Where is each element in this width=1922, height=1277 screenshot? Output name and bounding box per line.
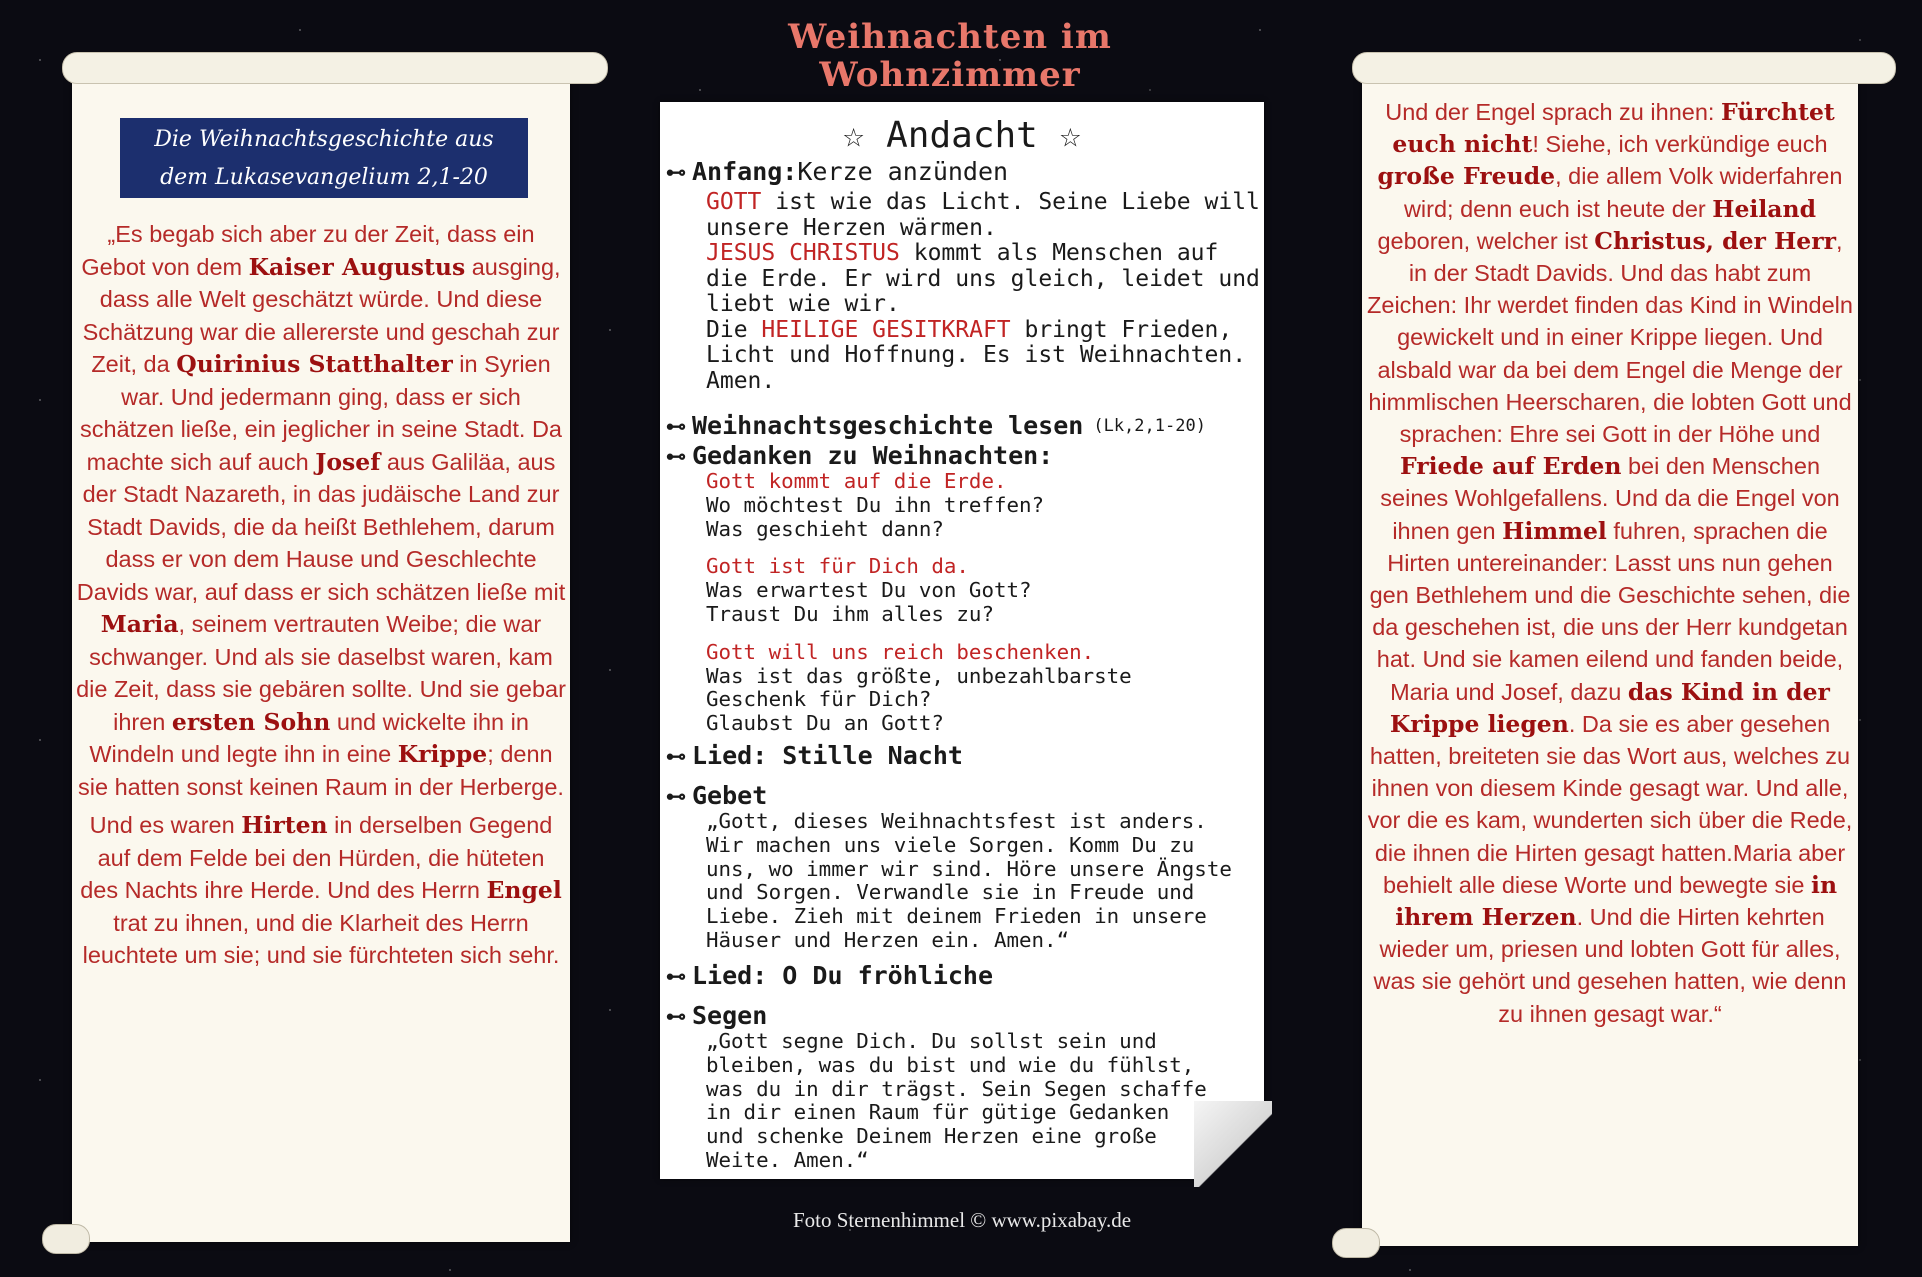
badge-line-2: dem Lukasevangelium 2,1-20 bbox=[160, 165, 488, 190]
key-bullet-icon: ⊷ bbox=[666, 414, 686, 438]
left-paragraph-1: „Es begab sich aber zu der Zeit, dass ein Gebot von dem Kaiser Augustus ausging, dass alle Welt geschätzt würde. Und diese Schätzung war die allererste und geschah zur Zeit, da Quirinius Statthalter in Syrien war. Und jedermann ging, dass er sich schätzen ließe, ein jeglicher in seine Stadt. Da machte sich auf auch Josef aus Galiläa, aus der Stadt Nazareth, in das judäische Land zur Stadt Davids, die da heißt Bethlehem, darum dass er von dem Hause und Geschlechte Davids war, auf dass er sich schätzen ließe mit Maria, seinem vertrauten Weibe; die war schwanger. Und als sie daselbst waren, kam die Zeit, dass sie gebären sollte. Und sie gebar ihren ersten Sohn und wickelte ihn in Windeln und legte ihn in eine Krippe; denn sie hatten sonst keinen Raum in der Herberge. bbox=[76, 221, 566, 800]
scroll-curl-top bbox=[62, 52, 608, 84]
section-lied-2: ⊷ Lied: O Du fröhliche bbox=[660, 962, 1264, 990]
section-lesen: ⊷ Weihnachtsgeschichte lesen (Lk,2,1-20) bbox=[660, 412, 1264, 440]
photo-credit: Foto Sternenhimmel © www.pixabay.de bbox=[792, 1208, 1132, 1232]
andacht-paper bbox=[660, 102, 1274, 1179]
page-title bbox=[700, 18, 1200, 94]
left-paragraph-2: Und es waren Hirten in derselben Gegend auf dem Felde bei den Hürden, die hüteten des Nachts ihre Herde. Und des Herrn Engel trat zu ihnen, und die Klarheit des Herrn leuchtete um sie; und sie fürchteten sich sehr. bbox=[80, 811, 562, 968]
key-bullet-icon: ⊷ bbox=[666, 1004, 686, 1028]
scroll-curl-bottom bbox=[42, 1224, 90, 1254]
section-gedanken: ⊷ Gedanken zu Weihnachten: Gott kommt auf die Erde. Wo möchtest Du ihn treffen? Was geschieht dann? Gott ist für Dich da. Was erwartest Du von Gott? Traust Du ihm alles zu? Gott will uns reich beschenken. Was ist das größte, unbezahlbarste Geschenk für Dich? Glaubst Du an Gott? bbox=[660, 442, 1264, 736]
key-bullet-icon: ⊷ bbox=[666, 964, 686, 988]
gospel-badge bbox=[120, 118, 528, 198]
section-segen: ⊷ Segen „Gott segne Dich. Du sollst sein und bleiben, was du bist und wie du fühlst, was du in dir trägst. Sein Segen schaffe in dir einen Raum für gütige Gedanken und schenke Deinem Herzen eine große Weite. Amen.“ bbox=[660, 1002, 1264, 1173]
left-scroll bbox=[72, 70, 570, 1242]
right-gospel-text bbox=[1366, 96, 1854, 1030]
title-line-1: Weihnachten im bbox=[788, 17, 1112, 57]
thought-3: Gott will uns reich beschenken. bbox=[706, 639, 1095, 664]
key-bullet-icon: ⊷ bbox=[666, 444, 686, 468]
section-lied-1: ⊷ Lied: Stille Nacht bbox=[660, 742, 1264, 770]
thought-2: Gott ist für Dich da. bbox=[706, 554, 969, 579]
badge-line-1: Die Weihnachtsgeschichte aus bbox=[154, 127, 494, 152]
gebet-text: „Gott, dieses Weihnachtsfest ist anders. Wir machen uns viele Sorgen. Komm Du zu uns, wo immer wir sind. Höre unsere Ängste und Sorgen. Verwandle sie in Freude und Liebe. Zieh mit deinem Frieden in unsere Häuser und Herzen ein. Amen.“ bbox=[706, 809, 1232, 952]
right-scroll bbox=[1362, 70, 1858, 1246]
scroll-curl-bottom bbox=[1332, 1228, 1380, 1258]
section-anfang: ⊷ Anfang: Kerze anzünden GOTT ist wie das Licht. Seine Liebe will unsere Herzen wärmen. JESUS CHRISTUS kommt als Menschen auf die Erde. Er wird uns gleich, leidet und liebt wie wir. Die HEILIGE GESITKRAFT bringt Frieden, Licht und Hoffnung. Es ist Weihnachten. Amen. bbox=[660, 158, 1264, 394]
key-bullet-icon: ⊷ bbox=[666, 744, 686, 768]
thought-1: Gott kommt auf die Erde. bbox=[706, 469, 1007, 493]
andacht-title: ☆ Andacht ☆ bbox=[842, 115, 1082, 156]
left-gospel-text bbox=[76, 218, 566, 972]
key-bullet-icon: ⊷ bbox=[666, 784, 686, 808]
thought-3-questions: Was ist das größte, unbezahlbarste Geschenk für Dich? Glaubst Du an Gott? bbox=[706, 663, 1132, 736]
title-line-2: Wohnzimmer bbox=[819, 55, 1081, 95]
thought-2-questions: Was erwartest Du von Gott? Traust Du ihm alles zu? bbox=[706, 578, 1032, 626]
thought-1-questions: Wo möchtest Du ihn treffen? Was geschieht dann? bbox=[706, 492, 1045, 541]
key-bullet-icon: ⊷ bbox=[666, 160, 686, 184]
anfang-body: GOTT ist wie das Licht. Seine Liebe will unsere Herzen wärmen. JESUS CHRISTUS kommt als Menschen auf die Erde. Er wird uns gleich, leidet und liebt wie wir. Die HEILIGE GESITKRAFT bringt Frieden, Licht und Hoffnung. Es ist Weihnachten. Amen. bbox=[706, 189, 1274, 394]
right-paragraph: Und der Engel sprach zu ihnen: Fürchtet euch nicht! Siehe, ich verkündige euch große Freude, die allem Volk widerfahren wird; denn euch ist heute der Heiland geboren, welcher ist Christus, der Herr, in der Stadt Davids. Und das habt zum Zeichen: Ihr werdet finden das Kind in Windeln gewickelt und in einer Krippe liegen. Und alsbald war da bei dem Engel die Menge der himmlischen Heerscharen, die lobten Gott und sprachen: Ehre sei Gott in der Höhe und Friede auf Erden bei den Menschen seines Wohlgefallens. Und da die Engel von ihnen gen Himmel fuhren, sprachen die Hirten untereinander: Lasst uns nun gehen gen Bethlehem und die Geschichte sehen, die da geschehen ist, die uns der Herr kundgetan hat. Und sie kamen eilend und fanden beide, Maria und Josef, dazu das Kind in der Krippe liegen. Da sie es aber gesehen hatten, breiteten sie das Wort aus, welches zu ihnen von diesem Kinde gesagt war. Und alle, vor die es kam, wunderten sich über die Rede, die ihnen die Hirten gesagt hatten.Maria aber behielt alle diese Worte und bewegte sie in ihrem Herzen. Und die Hirten kehrten wieder um, priesen und lobten Gott für alles, was sie gehört und gesehen hatten, wie denn zu ihnen gesagt war.“ bbox=[1367, 98, 1853, 1027]
segen-text: „Gott segne Dich. Du sollst sein und bleiben, was du bist und wie du fühlst, was du in dir trägst. Sein Segen schaffe in dir einen Raum für gütige Gedanken und schenke Deinem Herzen eine große Weite. Amen.“ bbox=[706, 1029, 1207, 1172]
scroll-curl-top bbox=[1352, 52, 1896, 84]
section-gebet: ⊷ Gebet „Gott, dieses Weihnachtsfest ist anders. Wir machen uns viele Sorgen. Komm Du zu uns, wo immer wir sind. Höre unsere Ängste und Sorgen. Verwandle sie in Freude und Liebe. Zieh mit deinem Frieden in unsere Häuser und Herzen ein. Amen.“ bbox=[660, 782, 1264, 953]
